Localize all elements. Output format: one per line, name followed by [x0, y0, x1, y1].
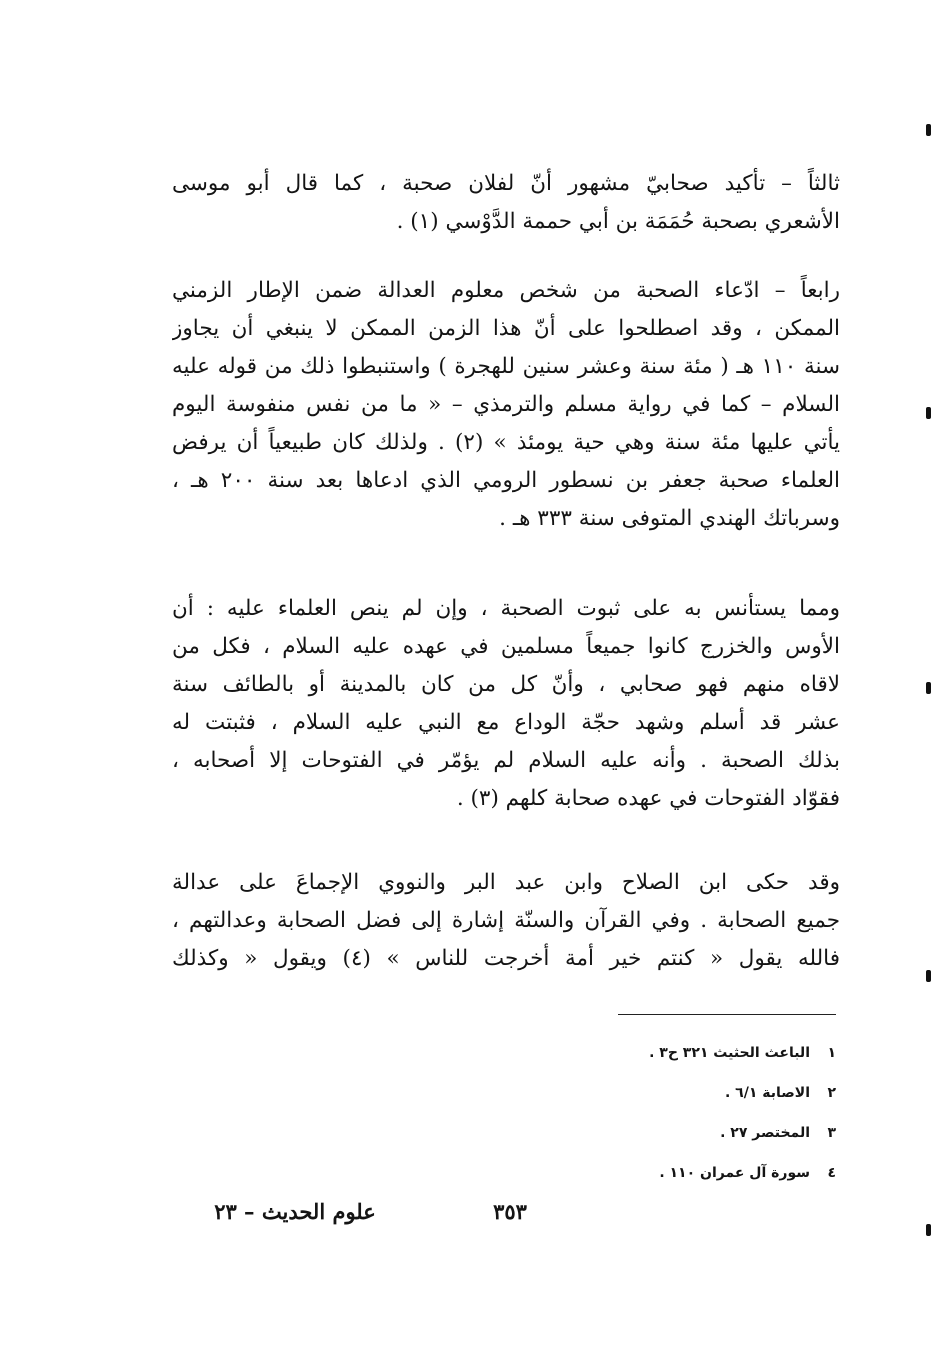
footnote [560, 1153, 836, 1193]
text-line: الأوس والخزرج كانوا جميعاً مسلمين في عهده عليه السلام ، فكل من [172, 634, 840, 659]
text-line: لاقاه منهم فهو صحابي ، وأنّ كل من كان بالمدينة أو بالطائف سنة [172, 672, 840, 697]
footnote [560, 1033, 836, 1073]
text-line: ومما يستأنس به على ثبوت الصحبة ، وإن لم ينص العلماء عليه : أن [172, 596, 840, 621]
footnote-text: المختصر ٢٧ . [720, 1125, 810, 1141]
footnote-number: ١ [827, 1045, 836, 1061]
footnote-text: سورة آل عمران ١١٠ . [659, 1165, 810, 1181]
text-line: وسرباتك الهندي المتوفى سنة ٣٣٣ هـ . [499, 506, 840, 531]
text-line: عشر قد أسلم وشهد حجّة الوداع مع النبي عليه السلام ، فثبتت له [172, 710, 840, 735]
scan-mark [926, 124, 931, 136]
text-line: وقد حكى ابن الصلاح وابن عبد البر والنووي الإجماعَ على عدالة [172, 870, 840, 895]
text-line: جميع الصحابة . وفي القرآن والسنّة إشارة إلى فضل الصحابة وعدالتهم ، [172, 908, 840, 933]
text-line: الأشعري بصحبة حُمَمَة بن أبي حممة الدَّوْسي (١) . [396, 209, 840, 234]
text-line: الممكن ، وقد اصطلحوا على أنّ هذا الزمن الممكن لا ينبغي أن يجاوز [172, 316, 840, 341]
footnote-text: الباعث الحثيث ٣٢١ ح٣ . [649, 1045, 810, 1061]
text-line: العلماء صحبة جعفر بن نسطور الرومي الذي ادعاها بعد سنة ٢٠٠ هـ ، [172, 468, 840, 493]
footnote-separator [618, 1014, 836, 1015]
footnote [560, 1073, 836, 1113]
footnote-number: ٣ [827, 1125, 836, 1141]
paragraph-2 [172, 272, 840, 538]
scan-mark [926, 682, 931, 694]
text-line: ثالثاً – تأكيد صحابيّ مشهور أنّ لفلان صحبة ، كما قال أبو موسى [172, 171, 840, 196]
text-line: فالله يقول « كنتم خير أمة أخرجت للناس » (٤) ويقول « وكذلك [172, 946, 840, 971]
footnote-text: الاصابة ٦/١ . [724, 1085, 810, 1101]
text-line: رابعاً – ادّعاء الصحبة من شخص معلوم العدالة ضمن الإطار الزمني [172, 278, 840, 303]
footnote-number: ٤ [827, 1165, 836, 1181]
scan-mark [926, 407, 931, 419]
paragraph-4 [172, 864, 840, 978]
text-line: فقوّاد الفتوحات في عهده صحابة كلهم (٣) . [456, 786, 840, 811]
running-head: علوم الحديث – ٢٣ [214, 1199, 376, 1224]
paragraph-1 [172, 165, 840, 241]
page-number: ٣٥٣ [493, 1199, 527, 1224]
paragraph-3 [172, 590, 840, 818]
footnotes [560, 1033, 836, 1193]
text-line: يأتي عليها مئة سنة وهي حية يومئذ » (٢) . ولذلك كان طبيعياً أن يرفض [172, 430, 840, 455]
footnote-number: ٢ [827, 1085, 836, 1101]
text-line: سنة ١١٠ هـ ( مئة سنة وعشر سنين للهجرة ) واستنبطوا ذلك من قوله عليه [172, 354, 840, 379]
scan-mark [926, 1224, 931, 1236]
scan-mark [926, 970, 931, 982]
text-line: السلام – كما في رواية مسلم والترمذي – « ما من نفس منفوسة اليوم [172, 392, 840, 417]
footnote [560, 1113, 836, 1153]
text-line: بذلك الصحبة . وأنه عليه السلام لم يؤمّر في الفتوحات إلا أصحابه ، [172, 748, 840, 773]
